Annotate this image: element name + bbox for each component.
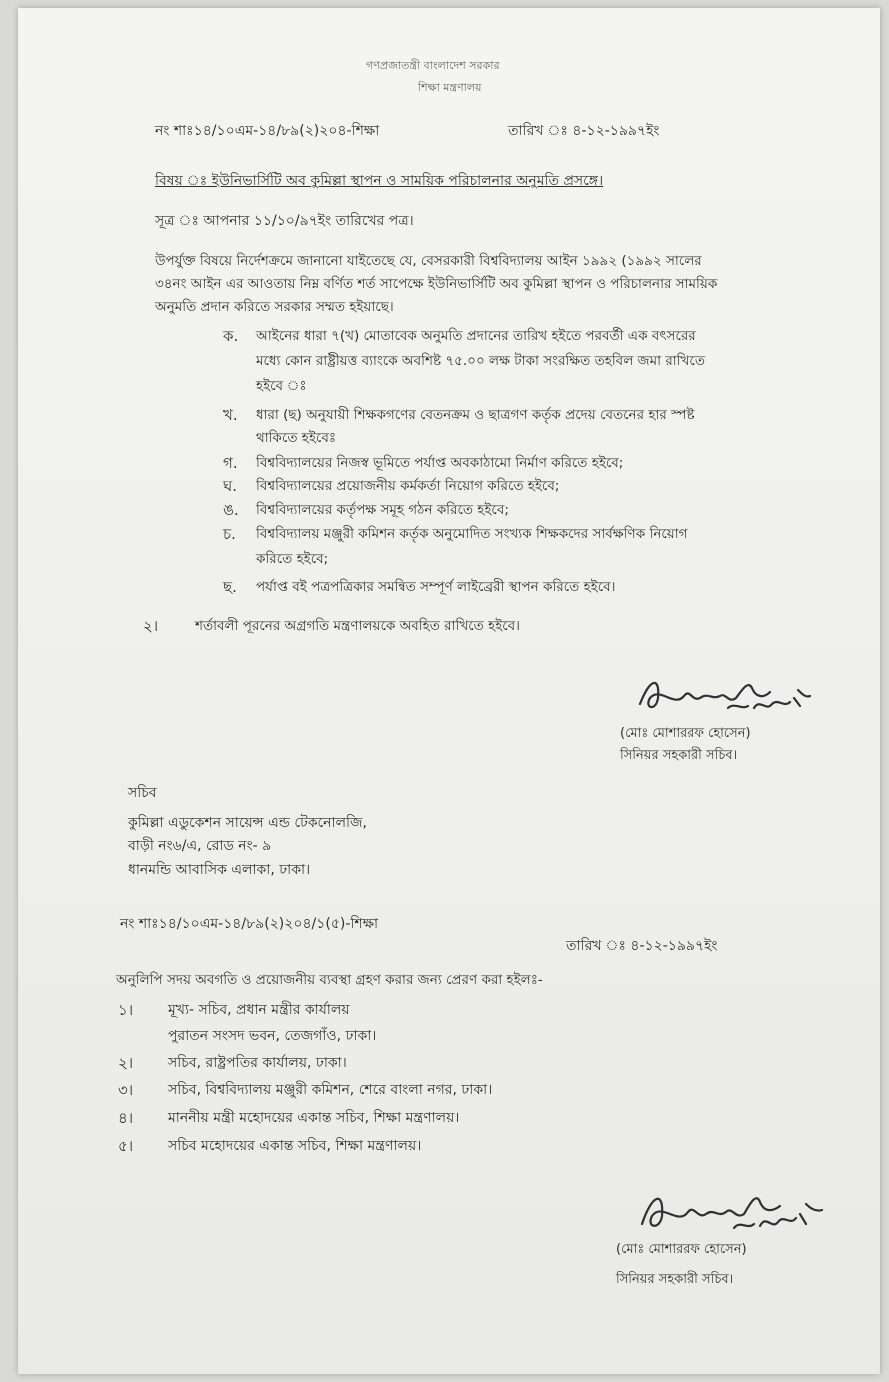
signature-1: [630, 668, 820, 724]
condition-marker: ঙ.: [223, 501, 239, 519]
subject-line: বিষয় ঃ ইউনিভার্সিটি অব কুমিল্লা স্থাপন ও সাময়িক পরিচালনার অনুমতি প্রসঙ্গে।: [155, 173, 604, 189]
signatory-designation: সিনিয়র সহকারী সচিব।: [616, 1272, 734, 1287]
copy-marker: ৫।: [118, 1137, 134, 1155]
recipient-line: কুমিল্লা এডুকেশন সায়েন্স এন্ড টেকনোলজি,: [128, 815, 367, 831]
copy-text: পুরাতন সংসদ ভবন, তেজগাঁও, ঢাকা।: [168, 1028, 377, 1044]
copy-marker: ২।: [118, 1054, 134, 1072]
condition-marker: চ.: [223, 525, 236, 543]
condition-text: মধ্যে কোন রাষ্ট্রীয়ত্ত ব্যাংকে অবশিষ্ট ৭৫.০০ লক্ষ টাকা সংরক্ষিত তহবিল জমা রাখিতে: [256, 353, 705, 369]
government-heading: গণপ্রজাতন্ত্রী বাংলাদেশ সরকার: [366, 59, 500, 72]
memo-number: নং শাঃ১৪/১০এম-১৪/৮৯(২)২০৪-শিক্ষা: [155, 123, 380, 139]
condition-marker: খ.: [223, 406, 238, 424]
copy-memo-date: তারিখ ঃ ৪-১২-১৯৯৭ইং: [566, 938, 718, 954]
copy-memo-number: নং শাঃ১৪/১০এম-১৪/৮৯(২)২০৪/১(৫)-শিক্ষা: [120, 916, 379, 932]
condition-text: করিতে হইবে;: [256, 551, 329, 567]
condition-text: বিশ্ববিদ্যালয় মঞ্জুরী কমিশন কর্তৃক অনুমোদিত সংখ্যক শিক্ষকদের সার্বক্ষণিক নিয়োগ: [256, 526, 688, 542]
copy-text: সচিব, রাষ্ট্রপতির কার্যালয়, ঢাকা।: [168, 1055, 347, 1071]
copy-marker: ১।: [118, 1001, 134, 1019]
condition-marker: ছ.: [223, 578, 237, 596]
copy-marker: ৪।: [118, 1109, 134, 1127]
copy-text: সচিব মহোদয়ের একান্ত সচিব, শিক্ষা মন্ত্রণালয়।: [168, 1138, 422, 1154]
copy-intro: অনুলিপি সদয় অবগতি ও প্রয়োজনীয় ব্যবস্থা গ্রহণ করার জন্য প্রেরণ করা হইলঃ-: [116, 972, 543, 988]
recipient-line: সচিব: [128, 785, 157, 801]
document-page: [18, 8, 880, 1374]
ministry-heading: শিক্ষা মন্ত্রণালয়: [418, 81, 482, 94]
signature-2: [630, 1180, 830, 1242]
copy-text: মাননীয় মন্ত্রী মহোদয়ের একান্ত সচিব, শিক্ষা মন্ত্রণালয়।: [168, 1110, 460, 1126]
condition-text: বিশ্ববিদ্যালয়ের নিজস্ব ভূমিতে পর্যাপ্ত অবকাঠামো নির্মাণ করিতে হইবে;: [256, 455, 624, 471]
signatory-name: (মোঃ মোশাররফ হোসেন): [616, 1242, 747, 1257]
recipient-line: ধানমন্ডি আবাসিক এলাকা, ঢাকা।: [128, 862, 311, 878]
condition-text: হইবে ঃ: [256, 378, 307, 394]
memo-date: তারিখ ঃ ৪-১২-১৯৯৭ইং: [508, 123, 660, 139]
paragraph-number: ২।: [143, 617, 159, 635]
signatory-designation: সিনিয়র সহকারী সচিব।: [620, 748, 738, 763]
condition-text: ধারা (ছ) অনুযায়ী শিক্ষকগণের বেতনক্রম ও ছাত্রগণ কর্তৃক প্রদেয় বেতনের হার স্পষ্ট: [256, 407, 695, 423]
copy-text: মূখ্য- সচিব, প্রধান মন্ত্রীর কার্যালয়: [168, 1002, 350, 1018]
condition-text: থাকিতে হইবেঃ: [256, 430, 337, 446]
condition-marker: গ.: [223, 454, 238, 472]
reference-line: সূত্র ঃ আপনার ১১/১০/৯৭ইং তারিখের পত্র।: [155, 213, 414, 229]
signatory-name: (মোঃ মোশাররফ হোসেন): [620, 726, 751, 741]
body-line: অনুমতি প্রদান করিতে সরকার সম্মত হইয়াছে।: [155, 299, 394, 315]
copy-text: সচিব, বিশ্ববিদ্যালয় মঞ্জুরী কমিশন, শেরে বাংলা নগর, ঢাকা।: [168, 1082, 493, 1098]
condition-text: পর্যাপ্ত বই পত্রপত্রিকার সমন্বিত সম্পূর্ণ লাইব্রেরী স্থাপন করিতে হইবে।: [256, 579, 616, 595]
condition-marker: ক.: [223, 327, 239, 345]
condition-text: আইনের ধারা ৭(খ) মোতাবেক অনুমতি প্রদানের তারিখ হইতে পরবর্তী এক বৎসরের: [256, 328, 696, 344]
condition-text: বিশ্ববিদ্যালয়ের কর্তৃপক্ষ সমূহ গঠন করিতে হইবে;: [256, 502, 509, 518]
paragraph-text: শর্তাবলী পূরনের অগ্রগতি মন্ত্রণালয়কে অবহিত রাখিতে হইবে।: [195, 618, 520, 634]
body-line: উপর্যুক্ত বিষয়ে নির্দেশক্রমে জানানো যাইতেছে যে, বেসরকারী বিশ্ববিদ্যালয় আইন ১৯৯২ (১৯৯২ সালের: [155, 253, 702, 269]
body-line: ৩৪নং আইন এর আওতায় নিম্ন বর্ণিত শর্ত সাপেক্ষে ইউনিভার্সিটি অব কুমিল্লা স্থাপন ও পরিচালনার সাময়িক: [155, 276, 718, 292]
condition-marker: ঘ.: [223, 477, 238, 495]
copy-marker: ৩।: [118, 1081, 134, 1099]
condition-text: বিশ্ববিদ্যালয়ের প্রয়োজনীয় কর্মকর্তা নিয়োগ করিতে হইবে;: [256, 478, 560, 494]
recipient-line: বাড়ী নং৬/এ, রোড নং- ৯: [128, 838, 272, 854]
